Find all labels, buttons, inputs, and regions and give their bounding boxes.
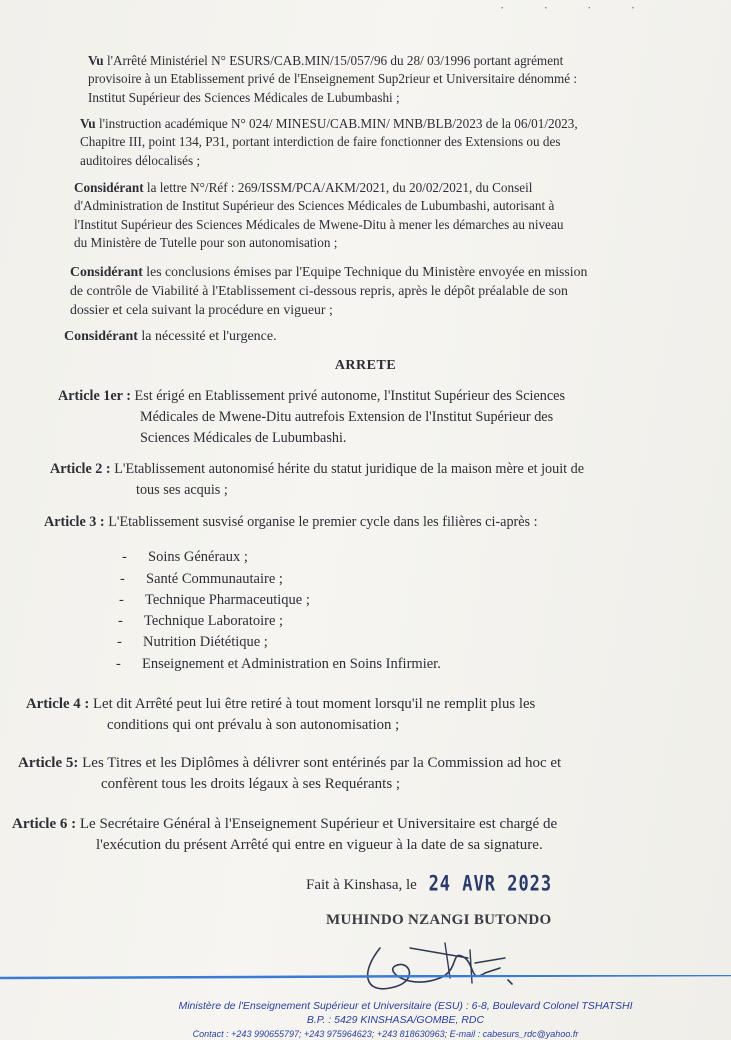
preamble-line: d'Administration de Institut Supérieur des Sciences Médicales de Lubumbashi, autorisant à — [74, 198, 555, 214]
list-dash: - — [117, 634, 122, 650]
article-label: Article 2 : — [50, 461, 111, 477]
handwritten-signature — [350, 928, 530, 998]
footer-contact-line: Contact : +243 990655797; +243 975964623; +243 818630963; E-mail : cabesurs_rdc@yahoo.fr — [192, 1029, 579, 1039]
preamble-line: Institut Supérieur des Sciences Médicales de Lubumbashi ; — [88, 89, 400, 105]
article-5 — [18, 753, 561, 774]
top-edge-marks: · · · · — [500, 0, 654, 15]
preamble-line: de contrôle de Viabilité à l'Etablissement ci-dessous repris, après le dépôt préalable de son — [70, 283, 568, 298]
article-line: Est érigé en Etablissement privé autonome, l'Institut Supérieur des Sciences — [131, 388, 565, 404]
place-label: Fait à Kinshasa, le — [306, 877, 417, 893]
article-line: Les Titres et les Diplômes à délivrer sont entérinés par la Commission ad hoc et — [78, 755, 562, 771]
preamble-line: Chapitre III, point 134, P31, portant interdiction de faire fonctionner des Extensions ou des — [80, 134, 561, 150]
filiere-label: Soins Généraux ; — [148, 549, 248, 565]
preamble-line: la nécessité et l'urgence. — [137, 329, 277, 344]
preamble-considerant-3 — [64, 328, 277, 346]
list-item — [120, 569, 283, 589]
article-label: Article 3 : — [44, 514, 105, 530]
preamble-line: la lettre N°/Réf : 269/ISSM/PCA/AKM/2021, du 20/02/2021, du Conseil — [143, 180, 533, 195]
article-line: Sciences Médicales de Lubumbashi. — [140, 429, 347, 446]
preamble-line: du Ministère de Tutelle pour son autonomisation ; — [74, 235, 338, 251]
article-line: l'exécution du présent Arrêté qui entre en vigueur à la date de sa signature. — [96, 837, 543, 853]
date-stamp: 24 AVR 2023 — [428, 871, 553, 897]
preamble-line: l'Arrêté Ministériel N° ESURS/CAB.MIN/15/057/96 du 28/ 03/1996 portant agrément — [103, 53, 564, 68]
article-5-continuation — [101, 774, 400, 795]
article-line: tous ses acquis ; — [136, 482, 228, 498]
preamble-vu-1 — [88, 52, 577, 107]
footer-address-line: Ministère de l'Enseignement Supérieur et Universitaire (ESU) : 6-8, Boulevard Colonel TSHATSHI — [178, 1000, 633, 1012]
signer-name: MUHINDO NZANGI BUTONDO — [326, 912, 552, 928]
preamble-line: l'instruction académique N° 024/ MINESU/CAB.MIN/ MNB/BLB/2023 de la 06/01/2023, — [95, 116, 578, 131]
filiere-label: Nutrition Diététique ; — [143, 634, 268, 650]
article-label: Article 4 : — [26, 696, 90, 712]
decree-title: ARRETE — [334, 358, 397, 373]
list-item — [117, 632, 268, 652]
list-dash: - — [122, 549, 127, 565]
article-4 — [26, 694, 535, 715]
preamble-line: dossier et cela suivant la procédure en vigueur ; — [70, 302, 333, 317]
preamble-lead: Considérant — [64, 329, 138, 344]
filiere-label: Technique Pharmaceutique ; — [145, 592, 310, 608]
preamble-line: les conclusions émises par l'Equipe Technique du Ministère envoyée en mission — [142, 264, 588, 279]
article-label: Article 6 : — [12, 816, 77, 832]
article-line: conditions qui ont prévalu à son autonomisation ; — [107, 717, 400, 733]
article-1-continuation — [140, 407, 553, 448]
list-item — [122, 547, 248, 567]
article-3 — [44, 512, 538, 533]
preamble-lead: Vu — [80, 116, 96, 131]
article-6-continuation — [96, 835, 543, 856]
preamble-line: auditoires délocalisés ; — [80, 152, 201, 168]
preamble-line: l'Institut Supérieur des Sciences Médicales de Mwene-Ditu à mener les démarches au niveau — [74, 216, 564, 232]
article-2-continuation — [136, 480, 228, 501]
preamble-vu-2 — [80, 115, 578, 170]
article-line: confèrent tous les droits légaux à ses Requérants ; — [101, 776, 401, 792]
article-line: Le Secrétaire Général à l'Enseignement Supérieur et Universitaire est chargé de — [76, 816, 558, 832]
preamble-line: provisoire à un Etablissement privé de l'Enseignement Sup2rieur et Universitaire dénommé : — [88, 71, 578, 87]
list-dash: - — [120, 571, 125, 587]
place-and-date — [306, 871, 553, 897]
footer-postal-line: B.P. : 5429 KINSHASA/GOMBE, RDC — [306, 1014, 485, 1026]
preamble-considerant-1 — [74, 179, 563, 253]
article-label: Article 5: — [18, 755, 79, 771]
list-dash: - — [118, 613, 123, 629]
article-label: Article 1er : — [58, 388, 131, 404]
article-1 — [58, 386, 565, 407]
list-item — [118, 611, 283, 631]
list-dash: - — [119, 592, 124, 608]
article-4-continuation — [107, 715, 399, 736]
article-line: Let dit Arrêté peut lui être retiré à tout moment lorsqu'il ne remplit plus les — [89, 696, 536, 712]
article-2 — [50, 459, 584, 480]
article-6 — [12, 814, 557, 835]
preamble-lead: Considérant — [70, 264, 143, 279]
article-line: L'Etablissement susvisé organise le premier cycle dans les filières ci-après : — [104, 514, 538, 530]
preamble-lead: Considérant — [74, 180, 144, 195]
list-item — [116, 654, 441, 674]
article-line: L'Etablissement autonomisé hérite du statut juridique de la maison mère et jouit de — [110, 461, 585, 477]
preamble-lead: Vu — [88, 53, 104, 68]
article-line: Médicales de Mwene-Ditu autrefois Extension de l'Institut Supérieur des — [140, 409, 554, 425]
filiere-label: Enseignement et Administration en Soins Infirmier. — [142, 656, 441, 672]
list-item — [119, 590, 310, 610]
preamble-considerant-2 — [70, 262, 587, 319]
footer-divider — [0, 975, 731, 981]
filiere-label: Santé Communautaire ; — [146, 571, 283, 587]
filiere-label: Technique Laboratoire ; — [144, 613, 284, 629]
list-dash: - — [116, 656, 121, 672]
